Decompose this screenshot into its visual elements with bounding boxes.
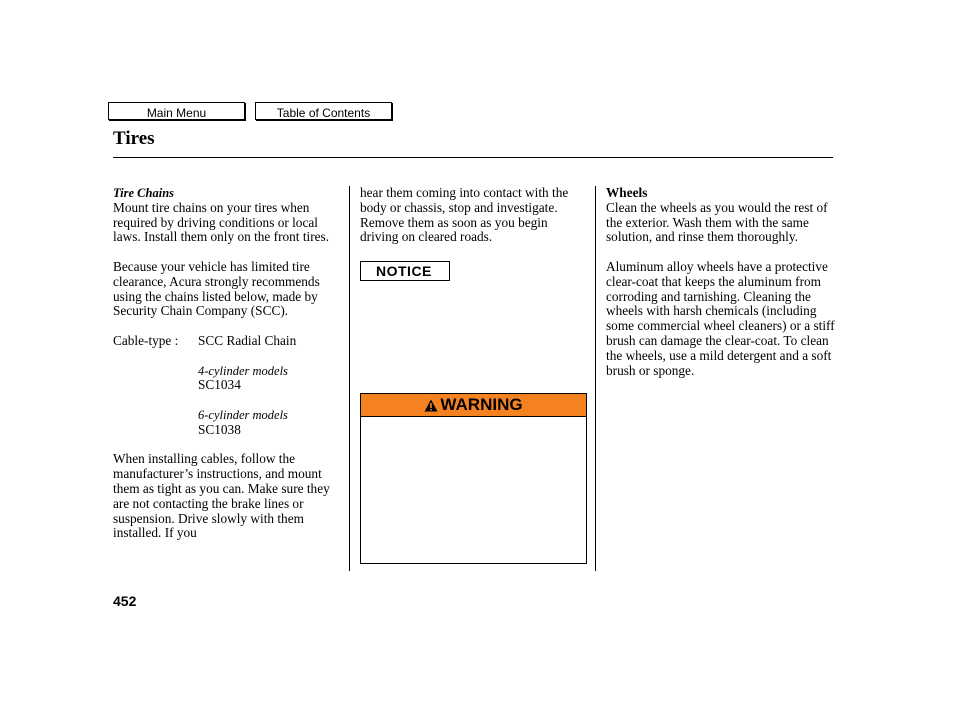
page-title: Tires <box>113 128 155 149</box>
wheels-paragraph-2: Aluminum alloy wheels have a protective clear-coat that keeps the aluminum from corroding and tarnishing. Cleaning the wheels with harsh chemicals (including some commercial wheel cleaners) or a stiff brush can damage the clear-coat. To clean the wheels, use a mild detergent and a soft brush or sponge. <box>606 258 835 378</box>
warning-box <box>360 393 587 564</box>
cable-type-value: SCC Radial Chain <box>198 332 297 348</box>
model-2-value: SC1038 <box>198 421 241 437</box>
main-menu-button[interactable]: Main Menu <box>108 102 245 120</box>
column-divider-1 <box>349 186 350 571</box>
cable-type-label: Cable-type : <box>113 332 179 348</box>
model-1-value: SC1034 <box>198 377 241 393</box>
column-left <box>113 186 343 556</box>
tire-chains-paragraph-3: When installing cables, follow the manufacturer’s instructions, and mount them as tight as you can. Make sure they are not contacting the brake lines or suspension. Drive slowly with them installed. If you <box>113 451 330 541</box>
model-2-label: 6-cylinder models <box>198 407 288 422</box>
warning-header <box>361 394 586 417</box>
wheels-heading: Wheels <box>606 185 648 200</box>
tire-chains-heading: Tire Chains <box>113 186 175 200</box>
notice-label: NOTICE <box>360 261 450 281</box>
warning-label: WARNING <box>440 395 523 414</box>
tire-chains-paragraph-2: Because your vehicle has limited tire clearance, Acura strongly recommends using the chains listed below, made by Security Chain Company (SCC). <box>113 258 320 319</box>
tire-chains-paragraph-4: hear them coming into contact with the body or chassis, stop and investigate. Remove them as soon as you begin driving on cleared roads. <box>360 185 569 245</box>
tire-chains-paragraph-1: Mount tire chains on your tires when required by driving conditions or local laws. Install them only on the front tires. <box>113 199 330 245</box>
wheels-paragraph-1: Clean the wheels as you would the rest of the exterior. Wash them with the same solution, and rinse them thoroughly. <box>606 199 828 245</box>
model-1-label: 4-cylinder models <box>198 363 288 378</box>
cable-type-row <box>113 334 343 349</box>
title-rule <box>113 157 833 158</box>
column-right <box>606 186 838 393</box>
column-divider-2 <box>595 186 596 571</box>
page-number: 452 <box>113 593 137 609</box>
table-of-contents-button[interactable]: Table of Contents <box>255 102 392 120</box>
column-middle <box>360 186 588 260</box>
warning-triangle-icon <box>424 399 438 412</box>
